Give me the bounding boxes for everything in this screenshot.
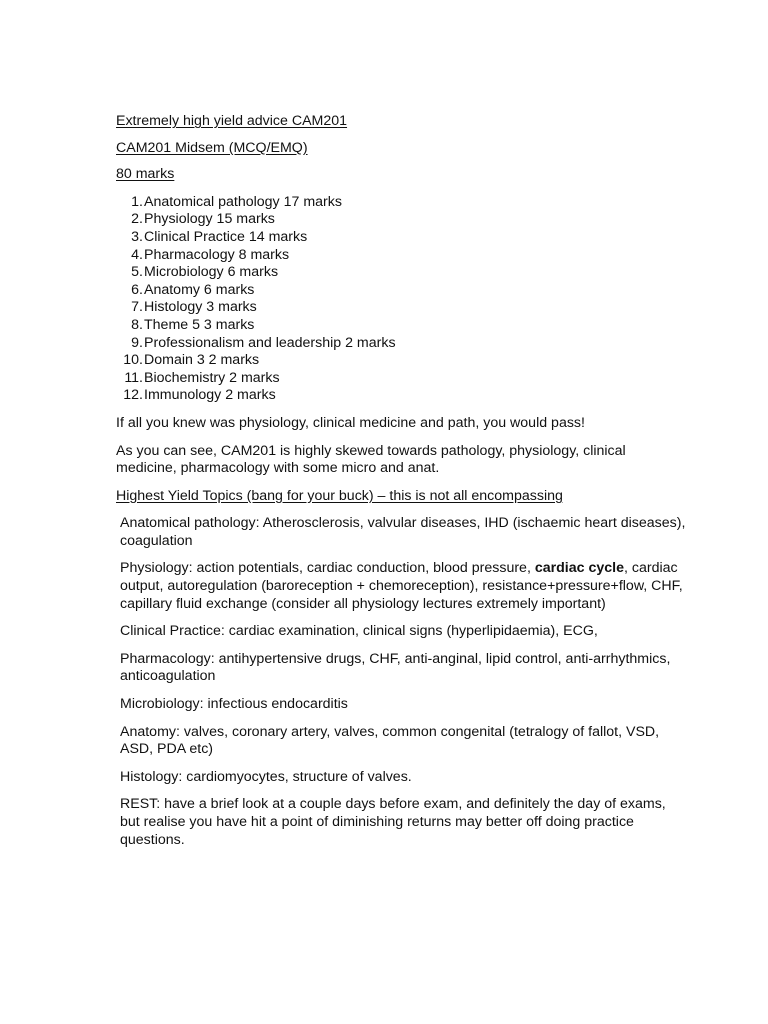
physiology-text-start: Physiology: action potentials, cardiac conduction, blood pressure, (120, 560, 535, 577)
list-number: 12. (123, 387, 143, 404)
list-text: Anatomical pathology 17 marks (144, 193, 342, 210)
topic-pharmacology: Pharmacology: antihypertensive drugs, CHF, anti-anginal, lipid control, anti-arrhythmics, anticoagulation (120, 650, 671, 685)
list-item (116, 370, 686, 388)
list-item (116, 247, 686, 265)
list-text: Anatomy 6 marks (144, 281, 255, 298)
list-item (116, 317, 686, 335)
pass-note: If all you knew was physiology, clinical medicine and path, you would pass! (116, 414, 585, 431)
list-text: Microbiology 6 marks (144, 264, 279, 281)
physiology-text-end: , cardiac output, autoregulation (baroreception + chemoreception), resistance+pressure+flow, CHF, capillary fluid exchange (consider all physiology lectures extremely important) (120, 560, 683, 612)
list-item (116, 282, 686, 300)
list-number: 10. (123, 352, 143, 369)
list-number: 3. (131, 228, 143, 245)
list-number: 5. (131, 264, 143, 281)
list-item (116, 335, 686, 353)
list-item (116, 264, 686, 282)
list-text: Theme 5 3 marks (144, 316, 255, 333)
skew-note: As you can see, CAM201 is highly skewed towards pathology, physiology, clinical medicine, pharmacology with some micro and anat. (116, 442, 626, 477)
topics-heading: Highest Yield Topics (bang for your buck) – this is not all encompassing (116, 487, 563, 504)
exam-subtitle: CAM201 Midsem (MCQ/EMQ) (116, 139, 308, 156)
list-text: Clinical Practice 14 marks (144, 228, 308, 245)
list-number: 2. (131, 211, 143, 228)
topic-histology: Histology: cardiomyocytes, structure of valves. (120, 768, 412, 785)
list-item (116, 194, 686, 212)
list-item (116, 299, 686, 317)
document-body (116, 113, 686, 859)
list-item (116, 229, 686, 247)
list-number: 7. (131, 299, 143, 316)
list-text: Immunology 2 marks (144, 387, 276, 404)
list-item (116, 211, 686, 229)
list-number: 11. (124, 369, 143, 386)
list-item (116, 352, 686, 370)
list-number: 9. (131, 334, 143, 351)
physiology-emphasis: cardiac cycle (534, 560, 624, 577)
list-text: Physiology 15 marks (144, 211, 275, 228)
total-marks: 80 marks (116, 166, 175, 183)
list-number: 6. (131, 281, 143, 298)
topic-physiology (120, 560, 686, 613)
list-text: Pharmacology 8 marks (144, 246, 290, 263)
list-text: Biochemistry 2 marks (144, 369, 280, 386)
list-number: 8. (131, 316, 143, 333)
list-text: Histology 3 marks (144, 299, 257, 316)
topic-microbiology: Microbiology: infectious endocarditis (120, 696, 348, 713)
topic-anatomical-pathology: Anatomical pathology: Atherosclerosis, valvular diseases, IHD (ischaemic heart diseases), coagulation (120, 515, 686, 549)
list-item (116, 387, 686, 405)
list-text: Professionalism and leadership 2 marks (144, 334, 396, 351)
topic-anatomy: Anatomy: valves, coronary artery, valves, common congenital (tetralogy of fallot, VSD, ASD, PDA etc) (120, 723, 660, 758)
list-number: 4. (131, 246, 143, 263)
topic-clinical-practice: Clinical Practice: cardiac examination, clinical signs (hyperlipidaemia), ECG, (120, 623, 598, 640)
marks-breakdown-list (116, 194, 686, 405)
document-title: Extremely high yield advice CAM201 (116, 113, 348, 129)
topic-rest: REST: have a brief look at a couple days before exam, and definitely the day of exams, but realise you have hit a point of diminishing returns may better off doing practice questions. (120, 796, 666, 848)
list-text: Domain 3 2 marks (144, 352, 260, 369)
list-number: 1. (131, 193, 143, 210)
